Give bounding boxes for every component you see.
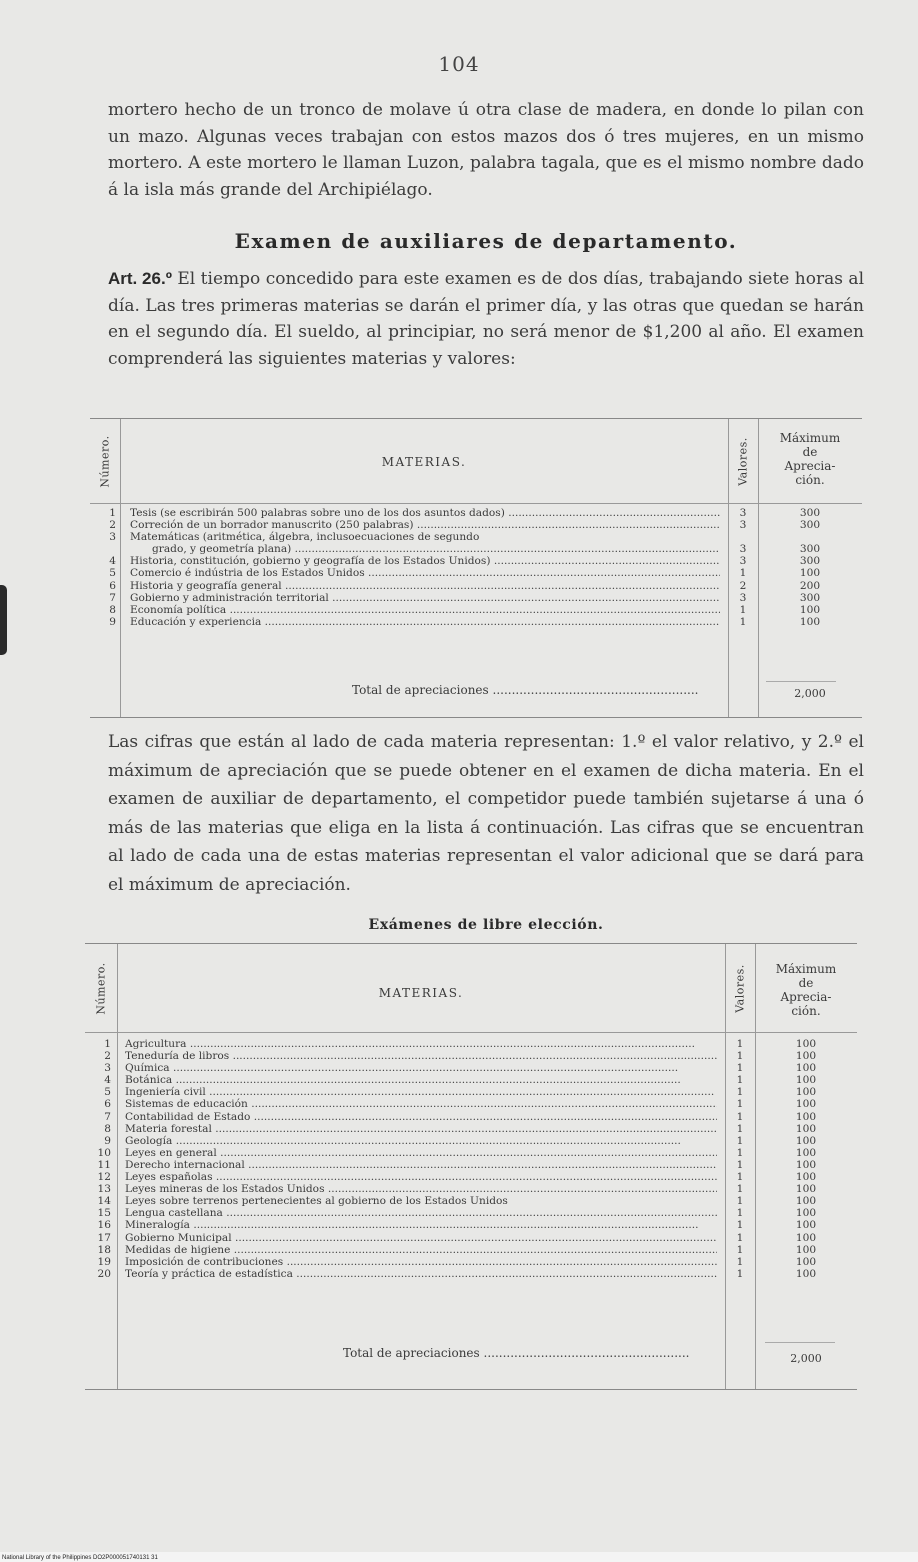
row-maximum: 100 — [795, 1110, 817, 1123]
table-row — [85, 1098, 857, 1110]
table-row — [85, 1171, 857, 1183]
row-maximum: 100 — [795, 1122, 817, 1135]
table-row — [90, 616, 862, 628]
row-maximum: 200 — [799, 579, 821, 592]
article-label: Art. 26.º — [108, 269, 172, 288]
section-heading-auxiliares: Examen de auxiliares de departamento. — [234, 229, 738, 253]
row-valor: 1 — [736, 1122, 744, 1135]
row-number: 3 — [104, 1062, 111, 1075]
page-edge-mark — [0, 585, 7, 655]
row-number: 13 — [97, 1183, 111, 1196]
row-maximum: 100 — [795, 1255, 817, 1268]
row-maximum: 100 — [799, 567, 821, 580]
total-value: 2,000 — [790, 1352, 822, 1365]
row-materia: Ingeniería civil ..... — [125, 1086, 717, 1098]
table-row — [85, 1074, 857, 1086]
row-valor: 3 — [739, 507, 747, 519]
row-valor: 1 — [736, 1183, 744, 1196]
header-valores: Valores. — [733, 964, 747, 1013]
row-maximum: 100 — [795, 1074, 817, 1087]
row-valor: 1 — [736, 1231, 744, 1244]
row-materia: Leyes sobre terrenos pertenecientes al gobierno de los Estados Unidos — [125, 1195, 508, 1208]
row-number: 8 — [104, 1122, 111, 1135]
row-materia: Leyes mineras de los Estados Unidos ..... — [125, 1183, 717, 1195]
row-valor: 1 — [739, 603, 747, 616]
row-materia: Química ..... — [125, 1062, 717, 1074]
row-materia: Tesis (se escribirán 500 palabras sobre uno de los dos asuntos dados) ..... — [130, 507, 720, 519]
row-maximum: 300 — [799, 555, 821, 568]
row-valor: 1 — [736, 1146, 744, 1159]
row-number: 2 — [104, 1050, 111, 1063]
row-materia: Leyes en general ..... — [125, 1147, 717, 1159]
row-maximum: 100 — [795, 1146, 817, 1159]
header-materias: MATERIAS. — [381, 455, 467, 469]
row-maximum: 100 — [799, 615, 821, 628]
row-materia: Teoría y práctica de estadística ..... — [125, 1268, 717, 1280]
row-materia: Matemáticas (aritmética, álgebra, inclusoecuaciones de segundo — [130, 531, 480, 544]
row-materia: Educación y experiencia ..... — [130, 616, 720, 628]
header-numero: Número. — [98, 435, 112, 488]
table-row — [90, 543, 862, 555]
row-maximum: 100 — [795, 1207, 817, 1220]
row-number: 9 — [104, 1134, 111, 1147]
row-materia: Botánica ..... — [125, 1074, 717, 1086]
table-2-rows — [85, 1038, 857, 1280]
row-valor: 1 — [736, 1074, 744, 1087]
row-valor: 3 — [739, 543, 747, 556]
row-number: 17 — [97, 1231, 111, 1244]
row-maximum: 100 — [795, 1098, 817, 1111]
page-number: 104 — [438, 52, 480, 76]
row-number: 15 — [97, 1207, 111, 1220]
table-row — [85, 1219, 857, 1231]
table-row — [90, 592, 862, 604]
row-valor: 1 — [736, 1110, 744, 1123]
row-number: 1 — [109, 507, 116, 519]
row-materia: Teneduría de libros ..... — [125, 1050, 717, 1062]
row-valor: 1 — [736, 1062, 744, 1075]
row-number: 5 — [104, 1086, 111, 1099]
row-valor: 1 — [736, 1086, 744, 1099]
header-numero: Número. — [94, 962, 108, 1015]
table-row — [85, 1207, 857, 1219]
row-number: 4 — [104, 1074, 111, 1087]
row-number: 11 — [97, 1158, 111, 1171]
header-rule — [90, 503, 862, 504]
paragraph-intro: mortero hecho de un tronco de molave ú otra clase de madera, en donde lo pilan con un mazo. Algunas veces trabajan con estos mazos dos ó tres mujeres, en un mismo mortero. A este mortero le llaman Luzon, palabra tagala, que es el mismo nombre dado á la isla más grande del Archipiélago. — [108, 100, 864, 200]
table-row — [85, 1086, 857, 1098]
row-materia: Lengua castellana ..... — [125, 1207, 717, 1219]
row-maximum: 100 — [799, 603, 821, 616]
row-materia: Mineralogía ..... — [125, 1219, 717, 1231]
row-number: 14 — [97, 1195, 111, 1208]
row-number: 6 — [109, 579, 116, 592]
table-row — [90, 531, 862, 543]
header-maximum: Máximum de Aprecia- ción. — [775, 962, 837, 1018]
table-row — [90, 604, 862, 616]
row-valor: 1 — [736, 1171, 744, 1184]
table-row — [90, 555, 862, 567]
row-number: 2 — [109, 519, 116, 532]
row-valor: 1 — [736, 1255, 744, 1268]
table-row — [85, 1147, 857, 1159]
table-row — [85, 1038, 857, 1050]
row-materia: Comercio é indústria de los Estados Unidos ..... — [130, 567, 720, 579]
row-number: 6 — [104, 1098, 111, 1111]
row-number: 1 — [104, 1038, 111, 1050]
header-materias: MATERIAS. — [378, 986, 464, 1000]
table-row — [90, 567, 862, 579]
row-maximum: 100 — [795, 1062, 817, 1075]
row-number: 12 — [97, 1171, 111, 1184]
row-number: 7 — [109, 591, 116, 604]
table-row — [85, 1183, 857, 1195]
row-materia: Historia y geografía general ..... — [130, 580, 720, 592]
header-valores: Valores. — [736, 437, 750, 486]
row-maximum: 100 — [795, 1219, 817, 1232]
row-valor: 3 — [739, 591, 747, 604]
row-materia: Imposición de contribuciones ..... — [125, 1256, 717, 1268]
row-materia: Materia forestal ..... — [125, 1123, 717, 1135]
row-number: 3 — [109, 531, 116, 544]
row-valor: 1 — [736, 1134, 744, 1147]
table-row — [85, 1062, 857, 1074]
paragraph-article-26 — [108, 266, 864, 372]
materias-table-2 — [85, 943, 857, 1390]
row-maximum: 100 — [795, 1134, 817, 1147]
total-label: Total de apreciaciones ..... — [343, 1346, 717, 1360]
row-maximum: 300 — [799, 507, 821, 519]
table-row — [85, 1111, 857, 1123]
row-valor: 1 — [736, 1050, 744, 1063]
row-maximum: 100 — [795, 1195, 817, 1208]
table-row — [90, 580, 862, 592]
section-heading-libre-eleccion: Exámenes de libre elección. — [368, 917, 604, 933]
row-maximum: 100 — [795, 1183, 817, 1196]
table-row — [85, 1123, 857, 1135]
row-maximum: 100 — [795, 1171, 817, 1184]
row-number: 4 — [109, 555, 116, 568]
row-maximum: 100 — [795, 1038, 817, 1050]
row-valor: 1 — [736, 1243, 744, 1256]
total-rule — [765, 1342, 835, 1343]
total-label: Total de apreciaciones ..... — [352, 683, 720, 697]
header-rule — [85, 1032, 857, 1033]
row-materia: Contabilidad de Estado ..... — [125, 1111, 717, 1123]
row-maximum: 100 — [795, 1267, 817, 1280]
footer-credit: National Library of the Philippines DO2P000051740131 31 — [2, 1555, 158, 1561]
table-row — [90, 519, 862, 531]
row-valor: 1 — [736, 1158, 744, 1171]
row-materia: grado, y geometría plana) ..... — [152, 543, 720, 555]
row-maximum: 300 — [799, 591, 821, 604]
row-materia: Derecho internacional ..... — [125, 1159, 717, 1171]
row-materia: Correción de un borrador manuscrito (250 palabras) ..... — [130, 519, 720, 531]
table-1-rows — [90, 507, 862, 628]
article-text: El tiempo concedido para este examen es de dos días, trabajando siete horas al día. Las tres primeras materias se darán el primer día, y las otras que quedan se harán en el segundo día. El sueldo, al principiar, no será menor de $1,200 al año. El examen comprenderá las siguientes materias y valores: — [108, 269, 865, 369]
row-valor: 2 — [739, 579, 747, 592]
row-materia: Medidas de higiene ..... — [125, 1244, 717, 1256]
row-valor: 1 — [739, 567, 747, 580]
row-valor: 3 — [739, 555, 747, 568]
row-maximum: 100 — [795, 1231, 817, 1244]
row-maximum: 100 — [795, 1243, 817, 1256]
row-maximum: 100 — [795, 1050, 817, 1063]
table-row — [85, 1050, 857, 1062]
row-valor: 1 — [736, 1038, 744, 1050]
row-materia: Gobierno Municipal ..... — [125, 1232, 717, 1244]
total-value: 2,000 — [794, 687, 826, 700]
row-valor: 1 — [736, 1267, 744, 1280]
row-number: 7 — [104, 1110, 111, 1123]
row-materia: Agricultura ..... — [125, 1038, 717, 1050]
row-valor: 1 — [736, 1098, 744, 1111]
row-valor: 3 — [739, 519, 747, 532]
row-number: 5 — [109, 567, 116, 580]
row-number: 19 — [97, 1255, 111, 1268]
row-valor: 1 — [736, 1219, 744, 1232]
table-row — [85, 1135, 857, 1147]
row-maximum: 300 — [799, 519, 821, 532]
table-row — [85, 1232, 857, 1244]
row-valor: 1 — [736, 1207, 744, 1220]
row-number: 16 — [97, 1219, 111, 1232]
paragraph-explanation: Las cifras que están al lado de cada materia representan: 1.º el valor relativo, y 2.º el máximum de apreciación que se puede obtener en el examen de dicha materia. En el examen de auxiliar de departamento, el competidor puede también sujetarse á una ó más de las materias que eliga en la lista á continuación. Las cifras que se encuentran al lado de cada una de estas materias representan el valor adicional que se dará para el máximum de apreciación. — [108, 732, 864, 895]
row-number: 20 — [97, 1267, 111, 1280]
table-row — [85, 1268, 857, 1280]
row-maximum: 300 — [799, 543, 821, 556]
row-number: 10 — [97, 1146, 111, 1159]
table-row — [85, 1244, 857, 1256]
row-maximum: 100 — [795, 1158, 817, 1171]
row-number: 18 — [97, 1243, 111, 1256]
table-row — [85, 1195, 857, 1207]
table-row — [85, 1256, 857, 1268]
materias-table-1 — [90, 418, 862, 718]
row-materia: Sistemas de educación ..... — [125, 1098, 717, 1110]
row-materia: Geología ..... — [125, 1135, 717, 1147]
row-valor: 1 — [736, 1195, 744, 1208]
total-rule — [766, 681, 836, 682]
row-materia: Historia, constitución, gobierno y geografía de los Estados Unidos) ..... — [130, 555, 720, 567]
table-row — [90, 507, 862, 519]
row-materia: Economía política ..... — [130, 604, 720, 616]
header-maximum: Máximum de Aprecia- ción. — [779, 431, 841, 487]
table-row — [85, 1159, 857, 1171]
row-valor: 1 — [739, 615, 747, 628]
row-number: 8 — [109, 603, 116, 616]
row-maximum: 100 — [795, 1086, 817, 1099]
row-materia: Gobierno y administración territorial ..... — [130, 592, 720, 604]
row-materia: Leyes españolas ..... — [125, 1171, 717, 1183]
row-number: 9 — [109, 615, 116, 628]
